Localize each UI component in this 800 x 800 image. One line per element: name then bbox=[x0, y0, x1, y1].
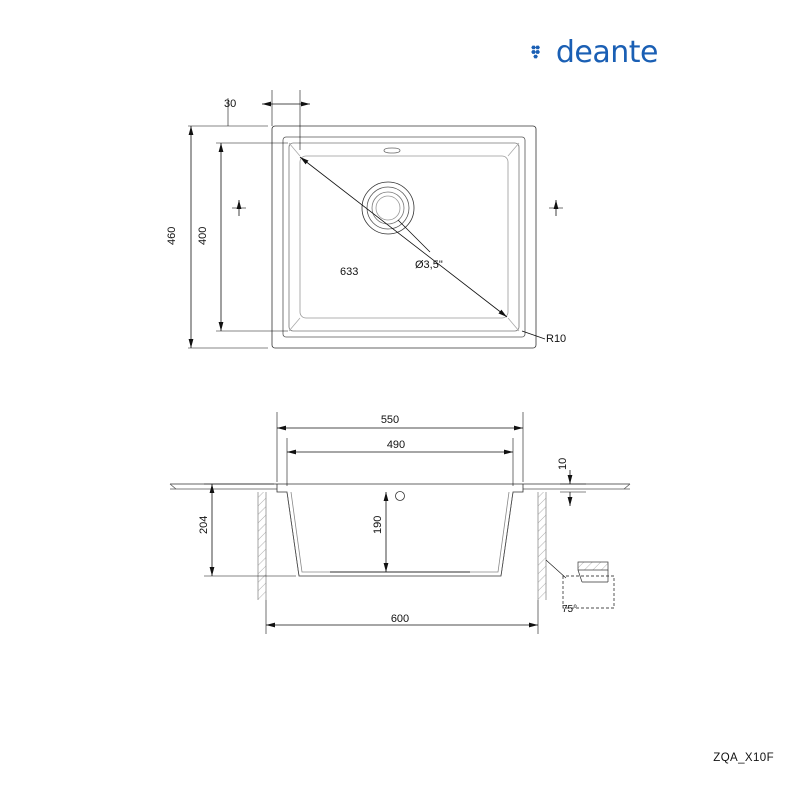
dim-cabinet-width: 600 bbox=[390, 613, 410, 625]
dim-detail-angle: 75° bbox=[562, 604, 578, 615]
dim-overall-height: 460 bbox=[166, 226, 178, 245]
dim-flange-thickness: 10 bbox=[557, 457, 569, 470]
dim-bowl-width: 490 bbox=[386, 439, 406, 451]
dim-bowl-height: 400 bbox=[197, 226, 209, 245]
dim-bowl-depth: 190 bbox=[372, 515, 384, 534]
dim-corner-radius: R10 bbox=[546, 333, 567, 345]
dim-diagonal: 633 bbox=[339, 265, 359, 278]
dim-flange-offset: 30 bbox=[224, 98, 237, 110]
dim-total-depth: 204 bbox=[198, 515, 210, 534]
dim-drain-diameter: Ø3,5" bbox=[415, 259, 443, 271]
product-code: ZQA_X10F bbox=[713, 752, 774, 764]
dim-overall-width: 550 bbox=[380, 414, 400, 426]
brand-name: deante bbox=[555, 34, 658, 70]
